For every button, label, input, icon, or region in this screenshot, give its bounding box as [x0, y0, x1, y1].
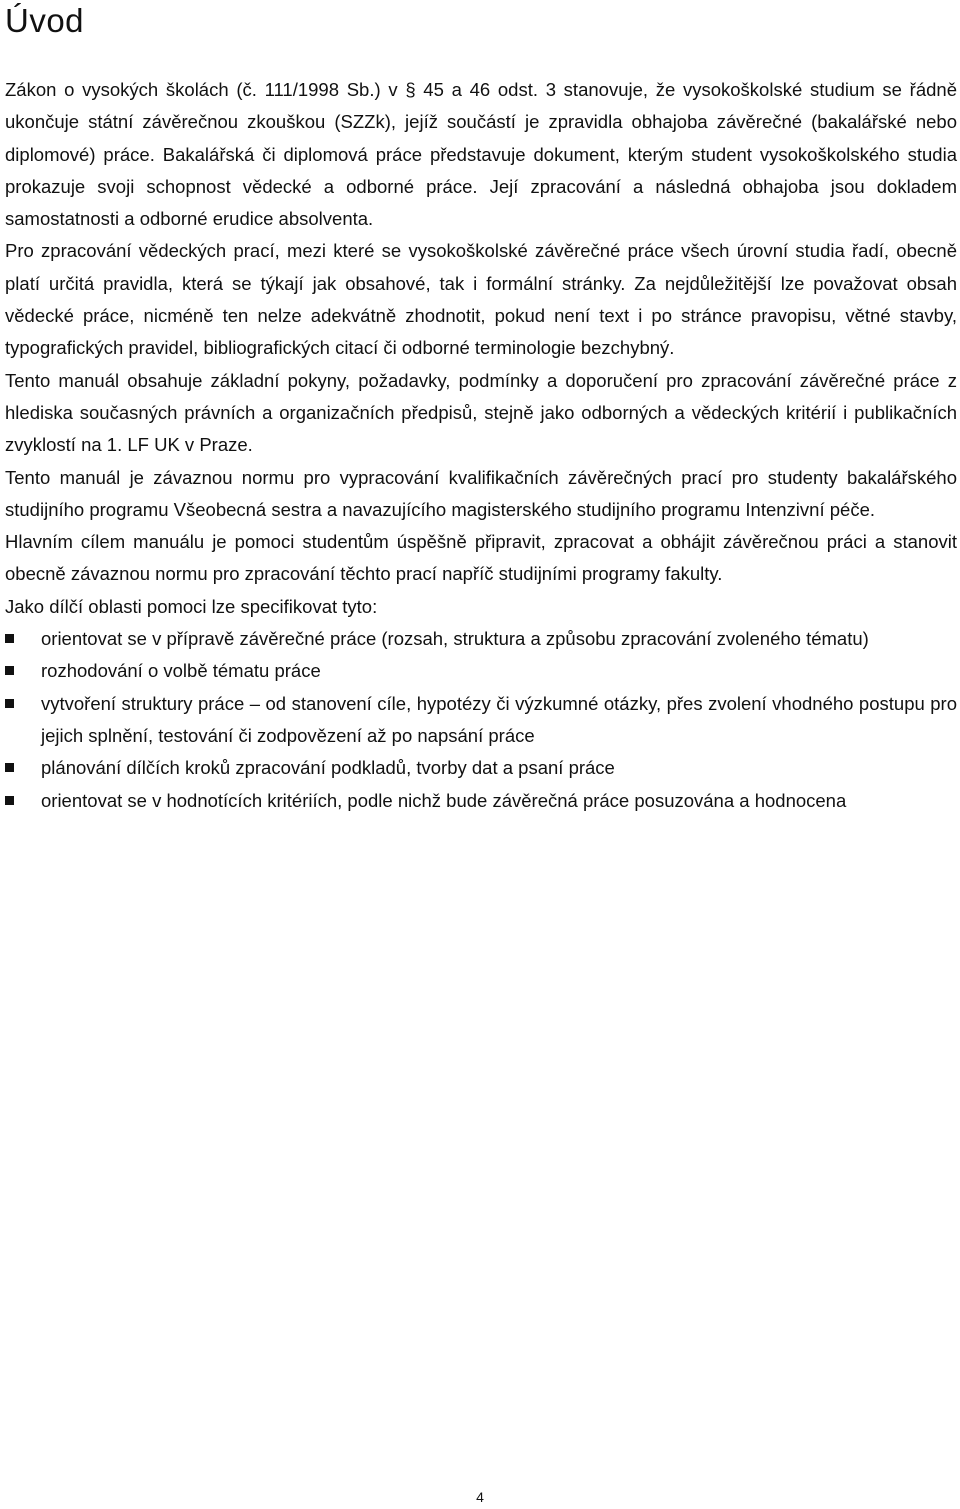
- list-item-text: orientovat se v hodnotících kritériích, podle nichž bude závěrečná práce posuzována a hodnocena: [41, 789, 847, 811]
- list-item: [5, 785, 957, 817]
- paragraph-main-goal: Hlavním cílem manuálu je pomoci studentům úspěšně připravit, zpracovat a obhájit závěrečnou práci a stanovit obecně závaznou normu pro zpracování těchto prací napříč studijními programy fakulty.: [5, 531, 957, 585]
- list-item-text: rozhodování o volbě tématu práce: [41, 660, 321, 682]
- paragraph-law-intro: Zákon o vysokých školách (č. 111/1998 Sb.) v § 45 a 46 odst. 3 stanovuje, že vysokoškolské studium se řádně ukončuje státní závěrečnou zkouškou (SZZk), jejíž součástí je zpravidla obhajoba závěrečné (bakalářské nebo diplomové) práce. Bakalářská či diplomová práce představuje dokument, kterým student vysokoškolského studia prokazuje svoji schopnost vědecké a odborné práce. Její zpracování a následná obhajoba jsou dokladem samostatnosti a odborné erudice absolventa.: [5, 79, 957, 230]
- list-item: [5, 688, 957, 753]
- list-item-text: orientovat se v přípravě závěrečné práce (rozsah, struktura a způsobu zpracování zvoleného tématu): [41, 628, 869, 650]
- paragraph-manual-contents: Tento manuál obsahuje základní pokyny, požadavky, podmínky a doporučení pro zpracování závěrečné práce z hlediska současných právních a organizačních předpisů, stejně jako odborných a vědeckých kritérií i publikačních zvyklostí na 1. LF UK v Praze.: [5, 369, 957, 456]
- list-item: [5, 752, 957, 784]
- paragraph-list-intro: Jako dílčí oblasti pomoci lze specifikovat tyto:: [5, 595, 378, 617]
- square-bullet-icon: [5, 763, 14, 772]
- list-item: [5, 655, 957, 687]
- square-bullet-icon: [5, 666, 14, 675]
- list-item-text: vytvoření struktury práce – od stanovení cíle, hypotézy či výzkumné otázky, přes zvolení vhodného postupu pro jejich splnění, testování či zodpovězení až po napsání práce: [41, 692, 957, 746]
- page-title: Úvod: [5, 2, 85, 39]
- help-areas-list: [5, 623, 957, 817]
- paragraph-binding-norm: Tento manuál je závaznou normu pro vypracování kvalifikačních závěrečných prací pro studenty bakalářského studijního programu Všeobecná sestra a navazujícího magisterského studijního programu Intenzivní péče.: [5, 466, 957, 520]
- document-page: [5, 0, 957, 817]
- square-bullet-icon: [5, 634, 14, 643]
- square-bullet-icon: [5, 796, 14, 805]
- document-body: [5, 74, 957, 817]
- list-item: [5, 623, 957, 655]
- page-number: 4: [476, 1489, 484, 1505]
- square-bullet-icon: [5, 699, 14, 708]
- list-item-text: plánování dílčích kroků zpracování podkladů, tvorby dat a psaní práce: [41, 757, 615, 779]
- paragraph-writing-rules: Pro zpracování vědeckých prací, mezi které se vysokoškolské závěrečné práce všech úrovní studia řadí, obecně platí určitá pravidla, která se týkají jak obsahové, tak i formální stránky. Za nejdůležitější lze považovat obsah vědecké práce, nicméně ten nelze adekvátně zhodnotit, pokud není text i po stránce pravopisu, větné stavby, typografických pravidel, bibliografických citací či odborné terminologie bezchybný.: [5, 240, 957, 359]
